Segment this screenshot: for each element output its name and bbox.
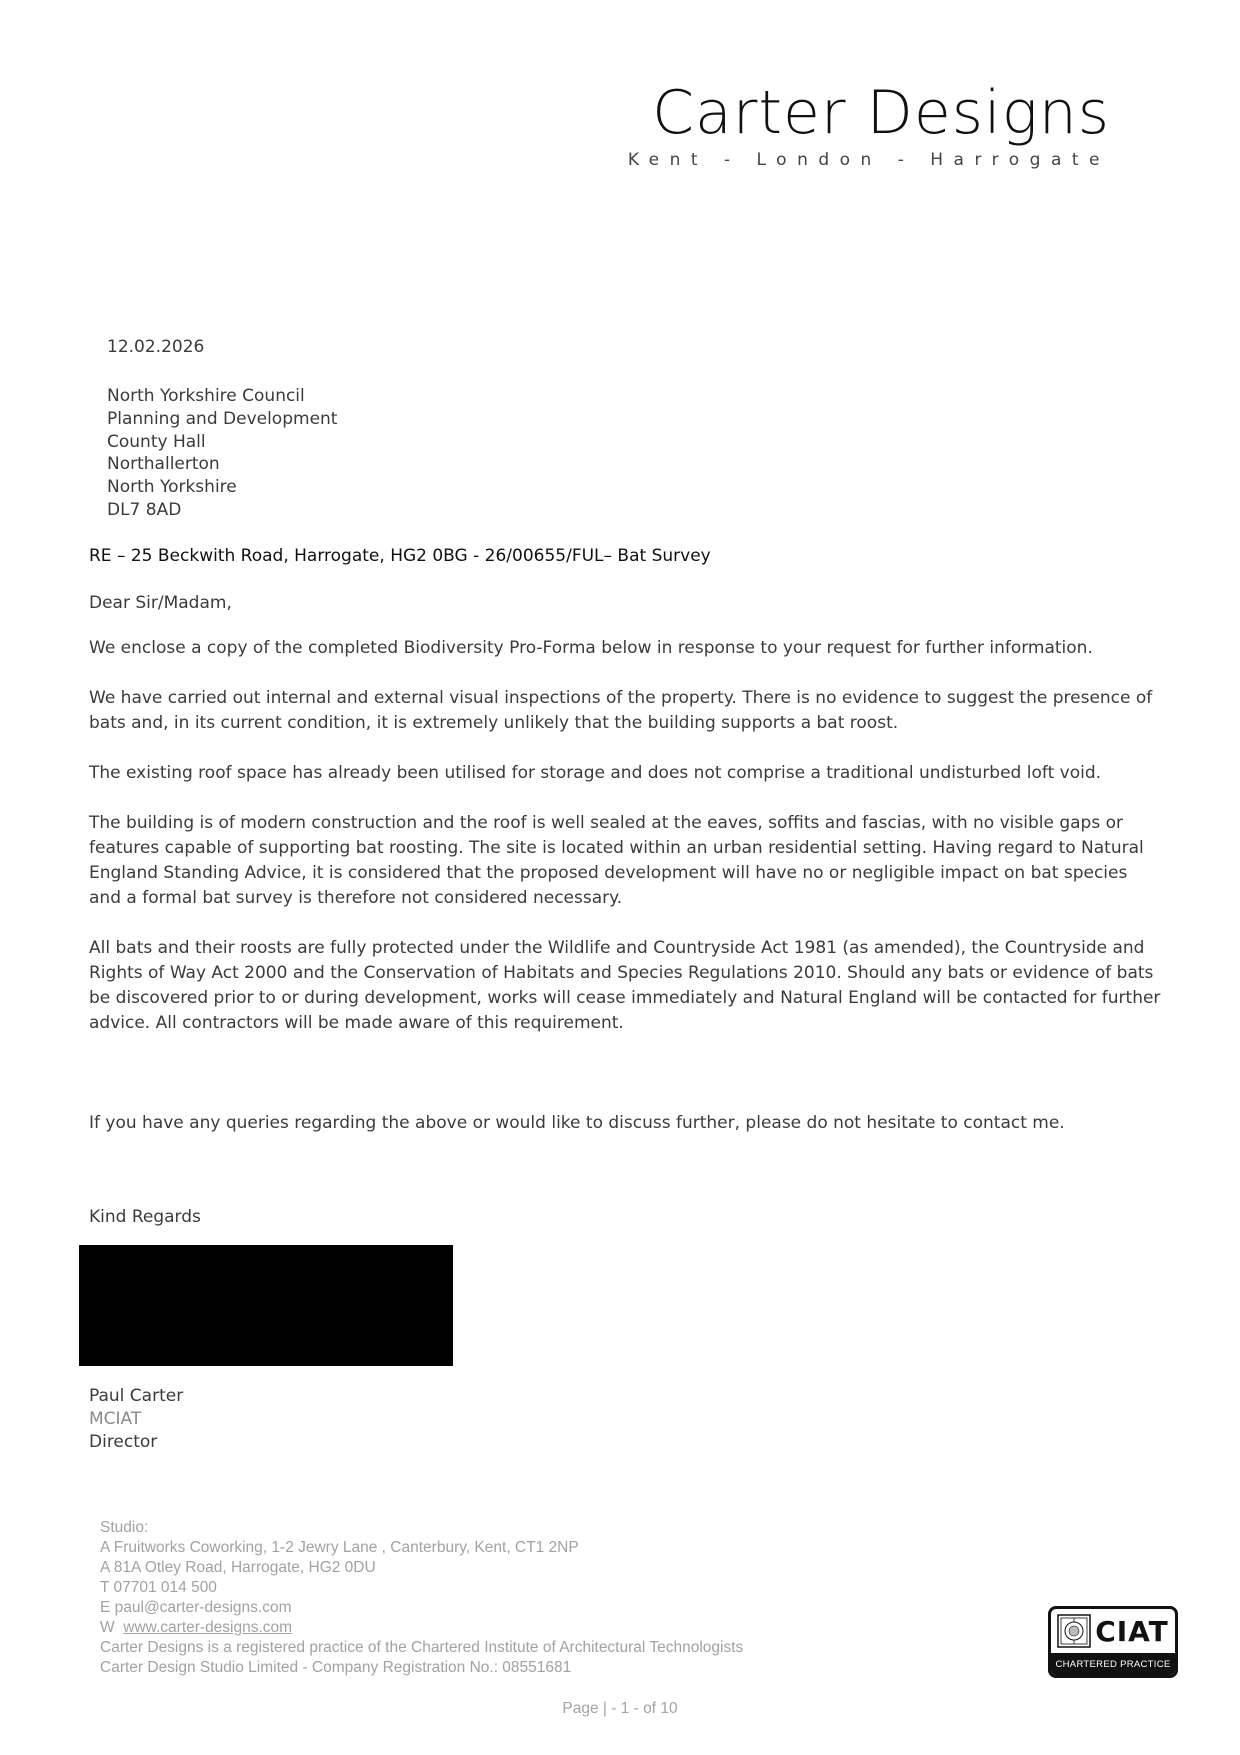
salutation: Dear Sir/Madam,	[89, 593, 232, 613]
address-line: North Yorkshire Council	[107, 386, 305, 406]
address-line: Northallerton	[107, 454, 220, 475]
paragraph: We have carried out internal and external visual inspections of the property. There is no evidence to suggest the presence of bats and, in its current condition, it is extremely unlikely that the building supports a bat roost.	[89, 688, 1153, 733]
paragraph: The existing roof space has already been utilised for storage and does not comprise a traditional undisturbed loft void.	[89, 763, 1102, 783]
closing: Kind Regards	[89, 1207, 201, 1227]
footer	[100, 1518, 743, 1678]
redacted-signature	[79, 1245, 453, 1366]
address-line: Planning and Development	[107, 408, 338, 429]
brand-tagline: Kent - London - Harrogate	[627, 150, 1110, 170]
studio-address: A 81A Otley Road, Harrogate, HG2 0DU	[100, 1559, 376, 1576]
brand-name: Carter Designs	[652, 78, 1110, 148]
phone: T 07701 014 500	[100, 1579, 217, 1596]
address-line: DL7 8AD	[107, 499, 182, 520]
ciat-caption: CHARTERED PRACTICE	[1051, 1653, 1175, 1675]
letter-date: 12.02.2026	[107, 337, 205, 357]
studio-address: A Fruitworks Coworking, 1-2 Jewry Lane , Canterbury, Kent, CT1 2NP	[100, 1539, 579, 1556]
website	[100, 1618, 743, 1638]
paragraph: We enclose a copy of the completed Biodiversity Pro-Forma below in response to your request for further information.	[89, 638, 1093, 658]
company-registration: Carter Design Studio Limited - Company Registration No.: 08551681	[100, 1659, 572, 1676]
website-link[interactable]: www.carter-designs.com	[123, 1619, 293, 1636]
paragraph: All bats and their roosts are fully protected under the Wildlife and Countryside Act 1981 (as amended), the Countryside and Rights of Way Act 2000 and the Conservation of Habitats and Species Regulations 2010. Should any bats or evidence of bats be discovered prior to or during development, works will cease immediately and Natural England will be contacted for further advice. All contractors will be made aware of this requirement.	[89, 938, 1161, 1033]
address-line: County Hall	[107, 431, 206, 452]
ciat-wordmark: CIAT	[1095, 1614, 1169, 1648]
paragraph: If you have any queries regarding the above or would like to discuss further, please do not hesitate to contact me.	[89, 1113, 1065, 1133]
paragraph: The building is of modern construction and the roof is well sealed at the eaves, soffits and fascias, with no visible gaps or features capable of supporting bat roosting. The site is located within an urban residential setting. Having regard to Natural England Standing Advice, it is considered that the proposed development will have no or negligible impact on bat species and a formal bat survey is therefore not considered necessary.	[89, 813, 1144, 908]
signatory	[89, 1386, 183, 1454]
studio-label: Studio:	[100, 1519, 149, 1536]
signatory-title: Director	[89, 1431, 158, 1452]
signatory-name: Paul Carter	[89, 1386, 184, 1406]
signatory-credentials: MCIAT	[89, 1408, 142, 1429]
recipient-address	[107, 385, 337, 522]
registration: Carter Designs is a registered practice of the Chartered Institute of Architectural Technologists	[100, 1639, 744, 1656]
address-line: North Yorkshire	[107, 477, 237, 498]
ciat-seal-icon	[1057, 1614, 1091, 1648]
letter-subject: RE – 25 Beckwith Road, Harrogate, HG2 0BG - 26/00655/FUL– Bat Survey	[89, 546, 711, 566]
ciat-badge	[1048, 1606, 1178, 1678]
page-number: Page | - 1 - of 10	[562, 1700, 678, 1717]
email: E paul@carter-designs.com	[100, 1599, 292, 1616]
website-prefix: W	[100, 1619, 124, 1636]
